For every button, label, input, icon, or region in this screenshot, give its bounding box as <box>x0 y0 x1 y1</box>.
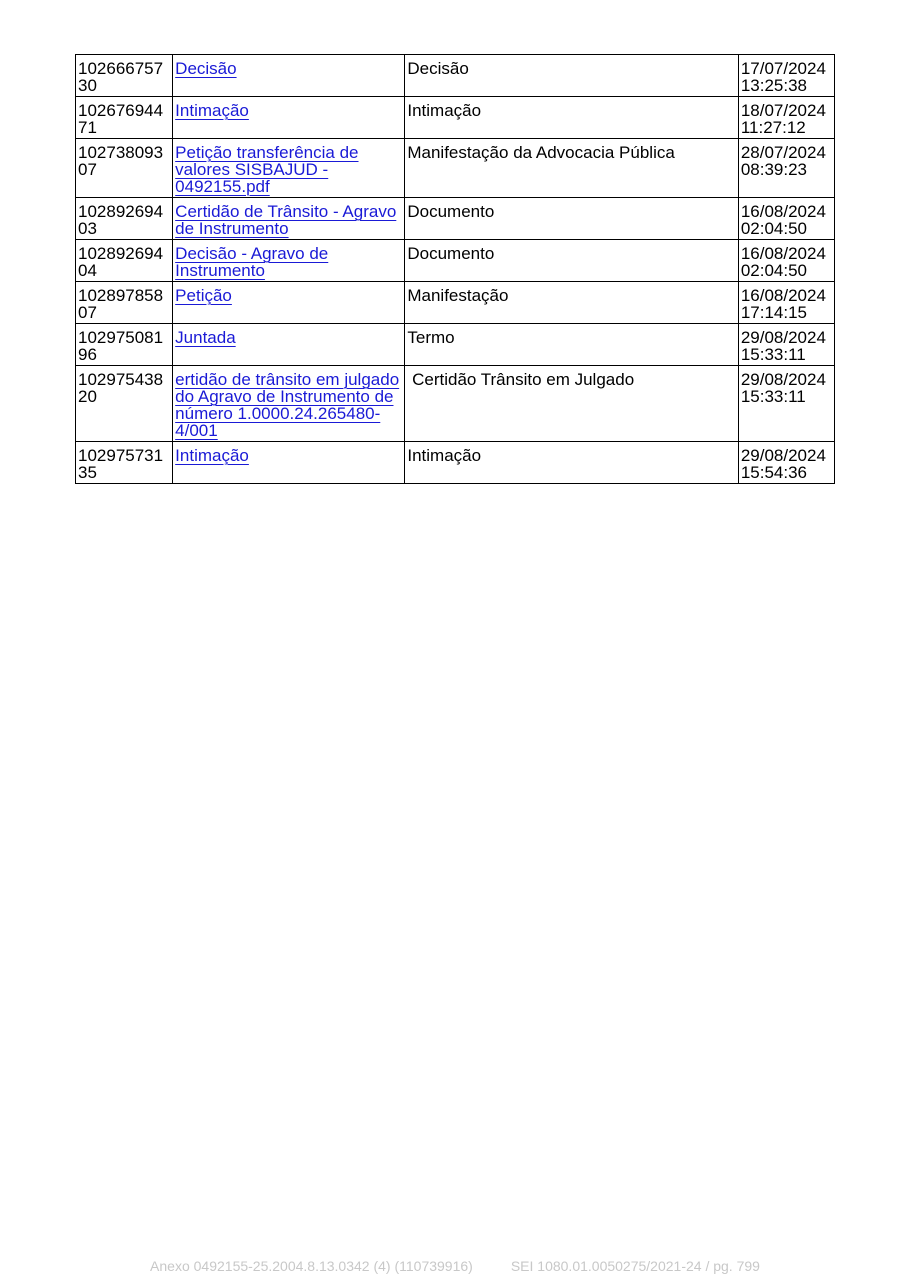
document-cell <box>173 282 405 324</box>
document-link[interactable]: Decisão <box>175 59 237 78</box>
document-link[interactable]: Intimação <box>175 446 249 465</box>
document-cell <box>173 97 405 139</box>
document-datetime: 17/07/2024 13:25:38 <box>738 55 834 97</box>
document-link[interactable]: Certidão de Trânsito - Agravo de Instrumento <box>175 202 397 238</box>
table-row <box>76 442 835 484</box>
document-id: 10289269404 <box>76 240 173 282</box>
table-row <box>76 282 835 324</box>
document-cell <box>173 442 405 484</box>
table-row <box>76 240 835 282</box>
document-link[interactable]: Intimação <box>175 101 249 120</box>
document-datetime: 18/07/2024 11:27:12 <box>738 97 834 139</box>
table-row <box>76 139 835 198</box>
document-datetime: 16/08/2024 02:04:50 <box>738 198 834 240</box>
table-row <box>76 366 835 442</box>
table-row <box>76 97 835 139</box>
document-type: Documento <box>405 198 738 240</box>
footer-sei-reference: SEI 1080.01.0050275/2021-24 / pg. 799 <box>510 1258 760 1274</box>
document-datetime: 29/08/2024 15:33:11 <box>738 324 834 366</box>
document-datetime: 29/08/2024 15:33:11 <box>738 366 834 442</box>
document-type: Certidão Trânsito em Julgado <box>405 366 738 442</box>
document-cell <box>173 139 405 198</box>
document-cell <box>173 366 405 442</box>
document-id: 10297573135 <box>76 442 173 484</box>
document-id: 10297543820 <box>76 366 173 442</box>
document-id: 10289785807 <box>76 282 173 324</box>
document-cell <box>173 240 405 282</box>
document-type: Termo <box>405 324 738 366</box>
document-type: Intimação <box>405 442 738 484</box>
document-datetime: 29/08/2024 15:54:36 <box>738 442 834 484</box>
document-link[interactable]: Petição transferência de valores SISBAJUD - 0492155.pdf <box>175 143 359 196</box>
document-type: Manifestação <box>405 282 738 324</box>
document-cell <box>173 324 405 366</box>
document-table <box>75 54 835 484</box>
document-datetime: 16/08/2024 17:14:15 <box>738 282 834 324</box>
document-datetime: 28/07/2024 08:39:23 <box>738 139 834 198</box>
document-table-body <box>76 55 835 484</box>
document-cell <box>173 198 405 240</box>
table-row <box>76 324 835 366</box>
document-id: 10267694471 <box>76 97 173 139</box>
document-type: Manifestação da Advocacia Pública <box>405 139 738 198</box>
document-cell <box>173 55 405 97</box>
table-row <box>76 55 835 97</box>
document-id: 10297508196 <box>76 324 173 366</box>
document-link[interactable]: ertidão de trânsito em julgado do Agravo de Instrumento de número 1.0000.24.265480-4/001 <box>175 370 400 440</box>
footer-annex-reference: Anexo 0492155-25.2004.8.13.0342 (4) (110739916) <box>150 1258 473 1274</box>
document-datetime: 16/08/2024 02:04:50 <box>738 240 834 282</box>
document-type: Intimação <box>405 97 738 139</box>
document-link[interactable]: Juntada <box>175 328 236 347</box>
page-footer <box>0 1258 910 1274</box>
document-link[interactable]: Petição <box>175 286 232 305</box>
document-type: Decisão <box>405 55 738 97</box>
document-id: 10273809307 <box>76 139 173 198</box>
document-id: 10289269403 <box>76 198 173 240</box>
table-row <box>76 198 835 240</box>
document-type: Documento <box>405 240 738 282</box>
document-link[interactable]: Decisão - Agravo de Instrumento <box>175 244 329 280</box>
document-id: 10266675730 <box>76 55 173 97</box>
